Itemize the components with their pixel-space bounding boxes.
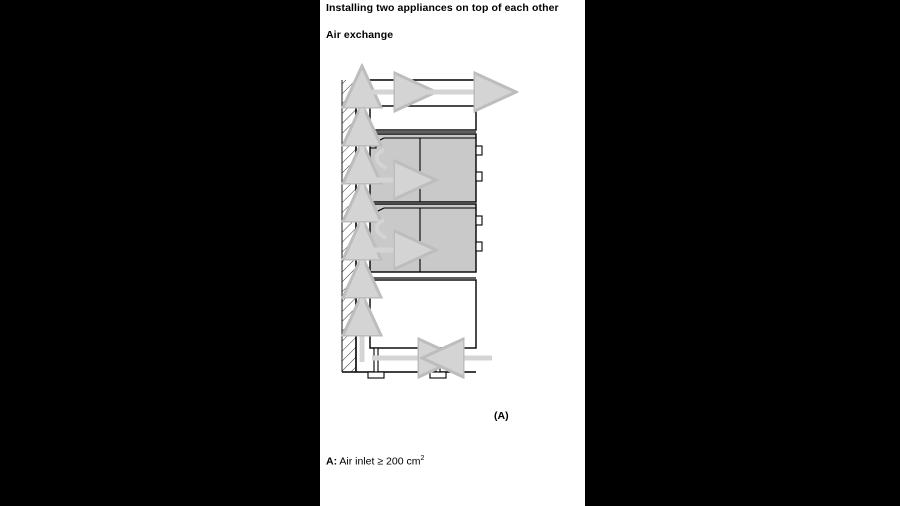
installation-diagram [324,62,582,422]
figure-caption [326,452,424,469]
upper-appliance [370,134,482,202]
document-sheet [320,0,585,506]
lower-appliance [370,204,482,272]
installation-diagram-svg [324,62,582,392]
page-title: Installing two appliances on top of each other [326,2,559,14]
callout-label-a: (A) [494,410,509,422]
caption-prefix: A: [326,455,338,468]
cabinet-rear-wall-hatched [342,80,356,372]
bottom-compartment [356,278,476,348]
caption-superscript: 2 [420,455,425,462]
section-subtitle: Air exchange [326,29,394,41]
top-shelf-cavity [356,106,476,132]
caption-text: Air inlet ≥ 200 cm [337,455,421,468]
